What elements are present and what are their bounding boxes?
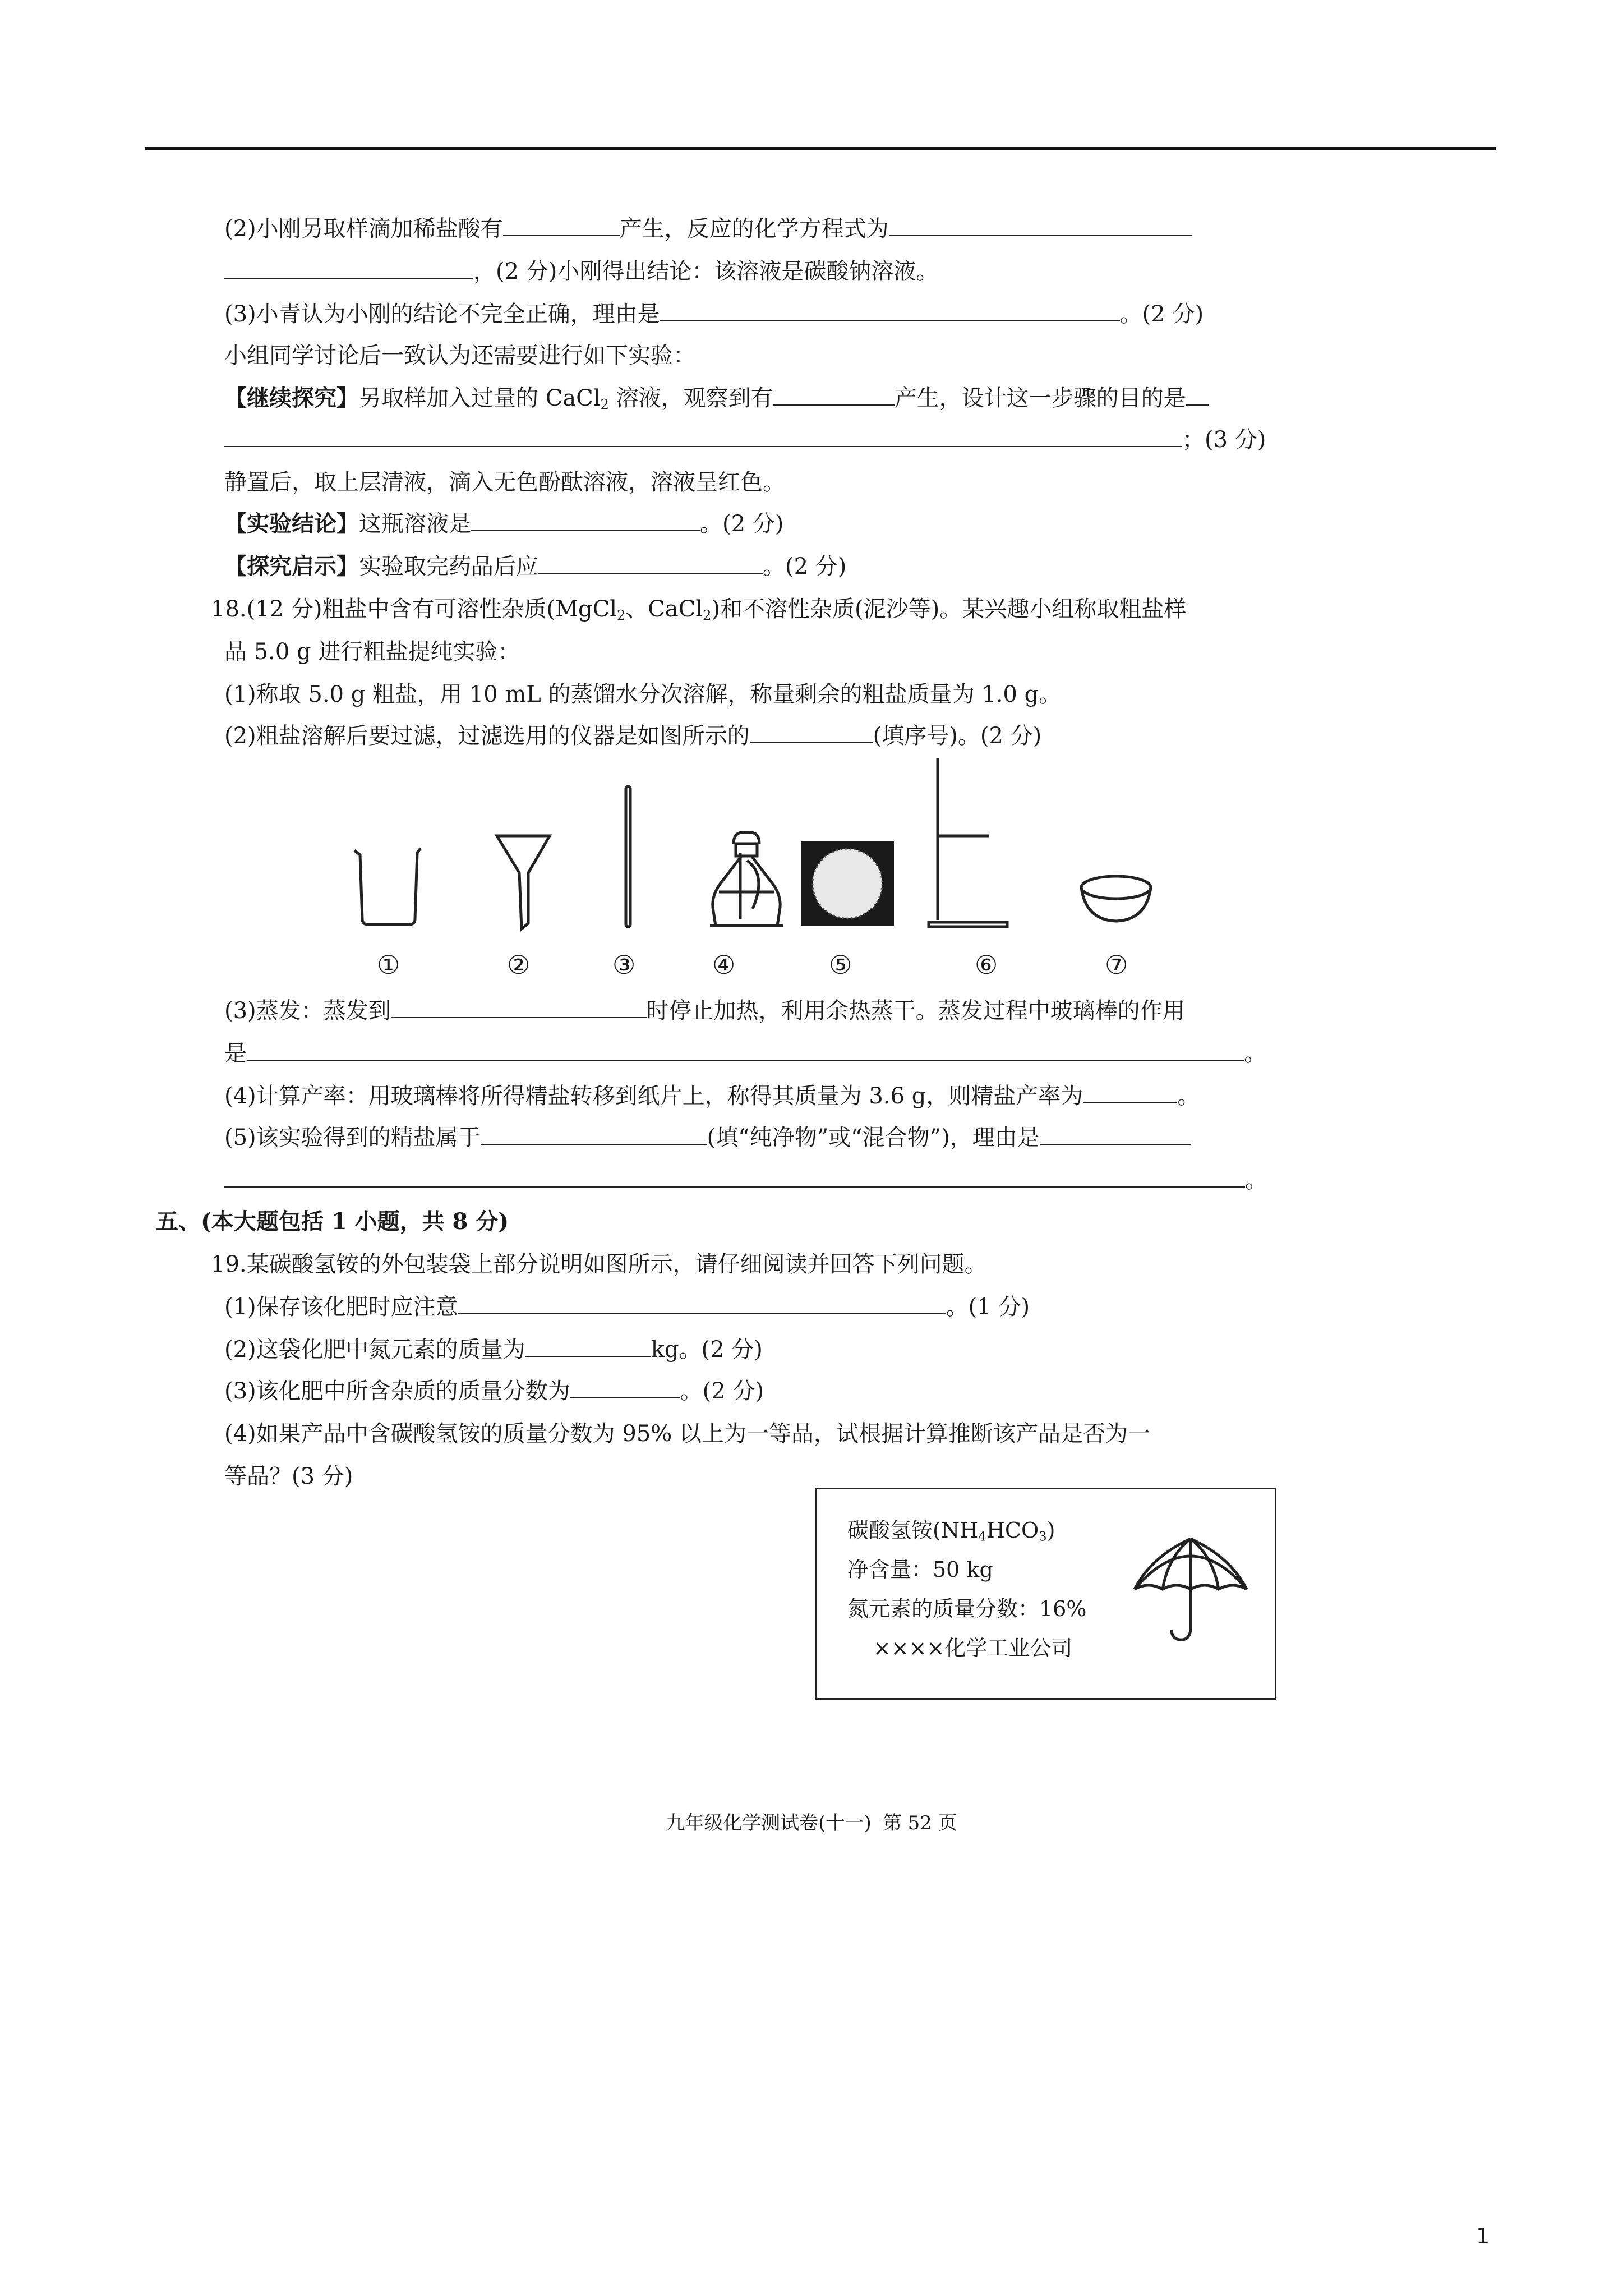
apparatus-label-3: ③ <box>612 950 636 980</box>
apparatus-label-4: ④ <box>712 950 736 980</box>
q18-part5-line1: (5)该实验得到的精盐属于 (填“纯净物”或“混合物”)，理由是 <box>224 1122 1191 1153</box>
page-number: 1 <box>1476 2224 1490 2248</box>
footer-title: 九年级化学测试卷(十一) <box>666 1812 872 1834</box>
q18-part2: (2)粗盐溶解后要过滤，过滤选用的仪器是如图所示的 (填序号)。(2 分) <box>224 723 1042 749</box>
q19-part4-line2: 等品？(3 分) <box>224 1464 353 1489</box>
q17-part2-line2: ，(2 分)小刚得出结论：该溶液是碳酸钠溶液。 <box>224 256 938 287</box>
q18-part3-line1: (3)蒸发：蒸发到 时停止加热，利用余热蒸干。蒸发过程中玻璃棒的作用 <box>224 998 1185 1024</box>
q17-part3: (3)小青认为小刚的结论不完全正确，理由是 。(2 分) <box>224 301 1204 327</box>
q19-intro: 19.某碳酸氢铵的外包装袋上部分说明如图所示，请仔细阅读并回答下列问题。 <box>211 1251 987 1277</box>
label-net-weight: 净含量：50 kg <box>847 1557 993 1582</box>
label-product-name: 碳酸氢铵$(NH_4HCO_3)$ <box>847 1518 1055 1544</box>
iron-stand-icon <box>929 758 1007 927</box>
q17-conclusion: 【实验结论】这瓶溶液是 。(2 分) <box>224 510 784 537</box>
glass-rod-icon <box>626 786 630 927</box>
section5-heading: 五、(本大题包括 1 小题，共 8 分) <box>156 1208 509 1235</box>
fertilizer-label-box <box>815 1488 1276 1700</box>
umbrella-icon <box>1129 1534 1252 1646</box>
q18-part3-line2: 是 。 <box>224 1041 1266 1066</box>
beaker-icon <box>354 848 421 924</box>
apparatus-label-1: ① <box>377 950 400 980</box>
label-nitrogen-fraction: 氮元素的质量分数：16% <box>847 1596 1087 1621</box>
q17-after: 静置后，取上层清液，滴入无色酚酞溶液，溶液呈红色。 <box>224 470 785 495</box>
funnel-icon <box>497 836 550 929</box>
apparatus-figure <box>314 740 1189 942</box>
wire-gauze-icon <box>801 841 894 926</box>
evaporating-dish-icon <box>1081 876 1151 921</box>
q17-continue-line2: ；(3 分) <box>224 424 1266 455</box>
page-footer <box>0 1807 1623 1835</box>
q18-intro-line1: 18.(12 分)粗盐中含有可溶性杂质(MgCl$_2$、CaCl$_2$)和不溶性杂质(泥沙等)。某兴趣小组称取粗盐样 <box>211 596 1187 623</box>
q17-continue-line1: 【继续探究】另取样加入过量的 CaCl$_2$ 溶液，观察到有 产生，设计这一步骤的目的是 <box>224 383 1209 420</box>
apparatus-label-7: ⑦ <box>1105 950 1128 980</box>
q18-part4: (4)计算产率：用玻璃棒将所得精盐转移到纸片上，称得其质量为 3.6 g，则精盐产率为 。 <box>224 1083 1200 1109</box>
q17-discussion: 小组同学讨论后一致认为还需要进行如下实验： <box>224 343 695 369</box>
q18-intro-line2: 品 5.0 g 进行粗盐提纯实验： <box>224 639 520 665</box>
footer-page: 第 52 页 <box>882 1812 957 1834</box>
apparatus-label-2: ② <box>507 950 531 980</box>
label-company: ××××化学工业公司 <box>873 1636 1073 1660</box>
q17-part2-line1: (2)小刚另取样滴加稀盐酸有 产生，反应的化学方程式为 <box>224 213 1192 245</box>
q18-part1: (1)称取 5.0 g 粗盐，用 10 mL 的蒸馏水分次溶解，称量剩余的粗盐质量为 1.0 g。 <box>224 682 1062 707</box>
q18-part5-line2: 。 <box>224 1165 1267 1196</box>
alcohol-lamp-icon <box>710 832 783 926</box>
q17-inspiration: 【探究启示】实验取完药品后应 。(2 分) <box>224 553 847 579</box>
apparatus-label-6: ⑥ <box>975 950 998 980</box>
apparatus-label-5: ⑤ <box>829 950 852 980</box>
top-rule <box>145 147 1496 150</box>
q19-part3: (3)该化肥中所含杂质的质量分数为 。(2 分) <box>224 1378 764 1404</box>
q19-part1: (1)保存该化肥时应注意 。(1 分) <box>224 1294 1030 1320</box>
q19-part4-line1: (4)如果产品中含碳酸氢铵的质量分数为 95% 以上为一等品，试根据计算推断该产品是否为一 <box>224 1421 1150 1447</box>
q19-part2: (2)这袋化肥中氮元素的质量为 kg。(2 分) <box>224 1337 763 1363</box>
